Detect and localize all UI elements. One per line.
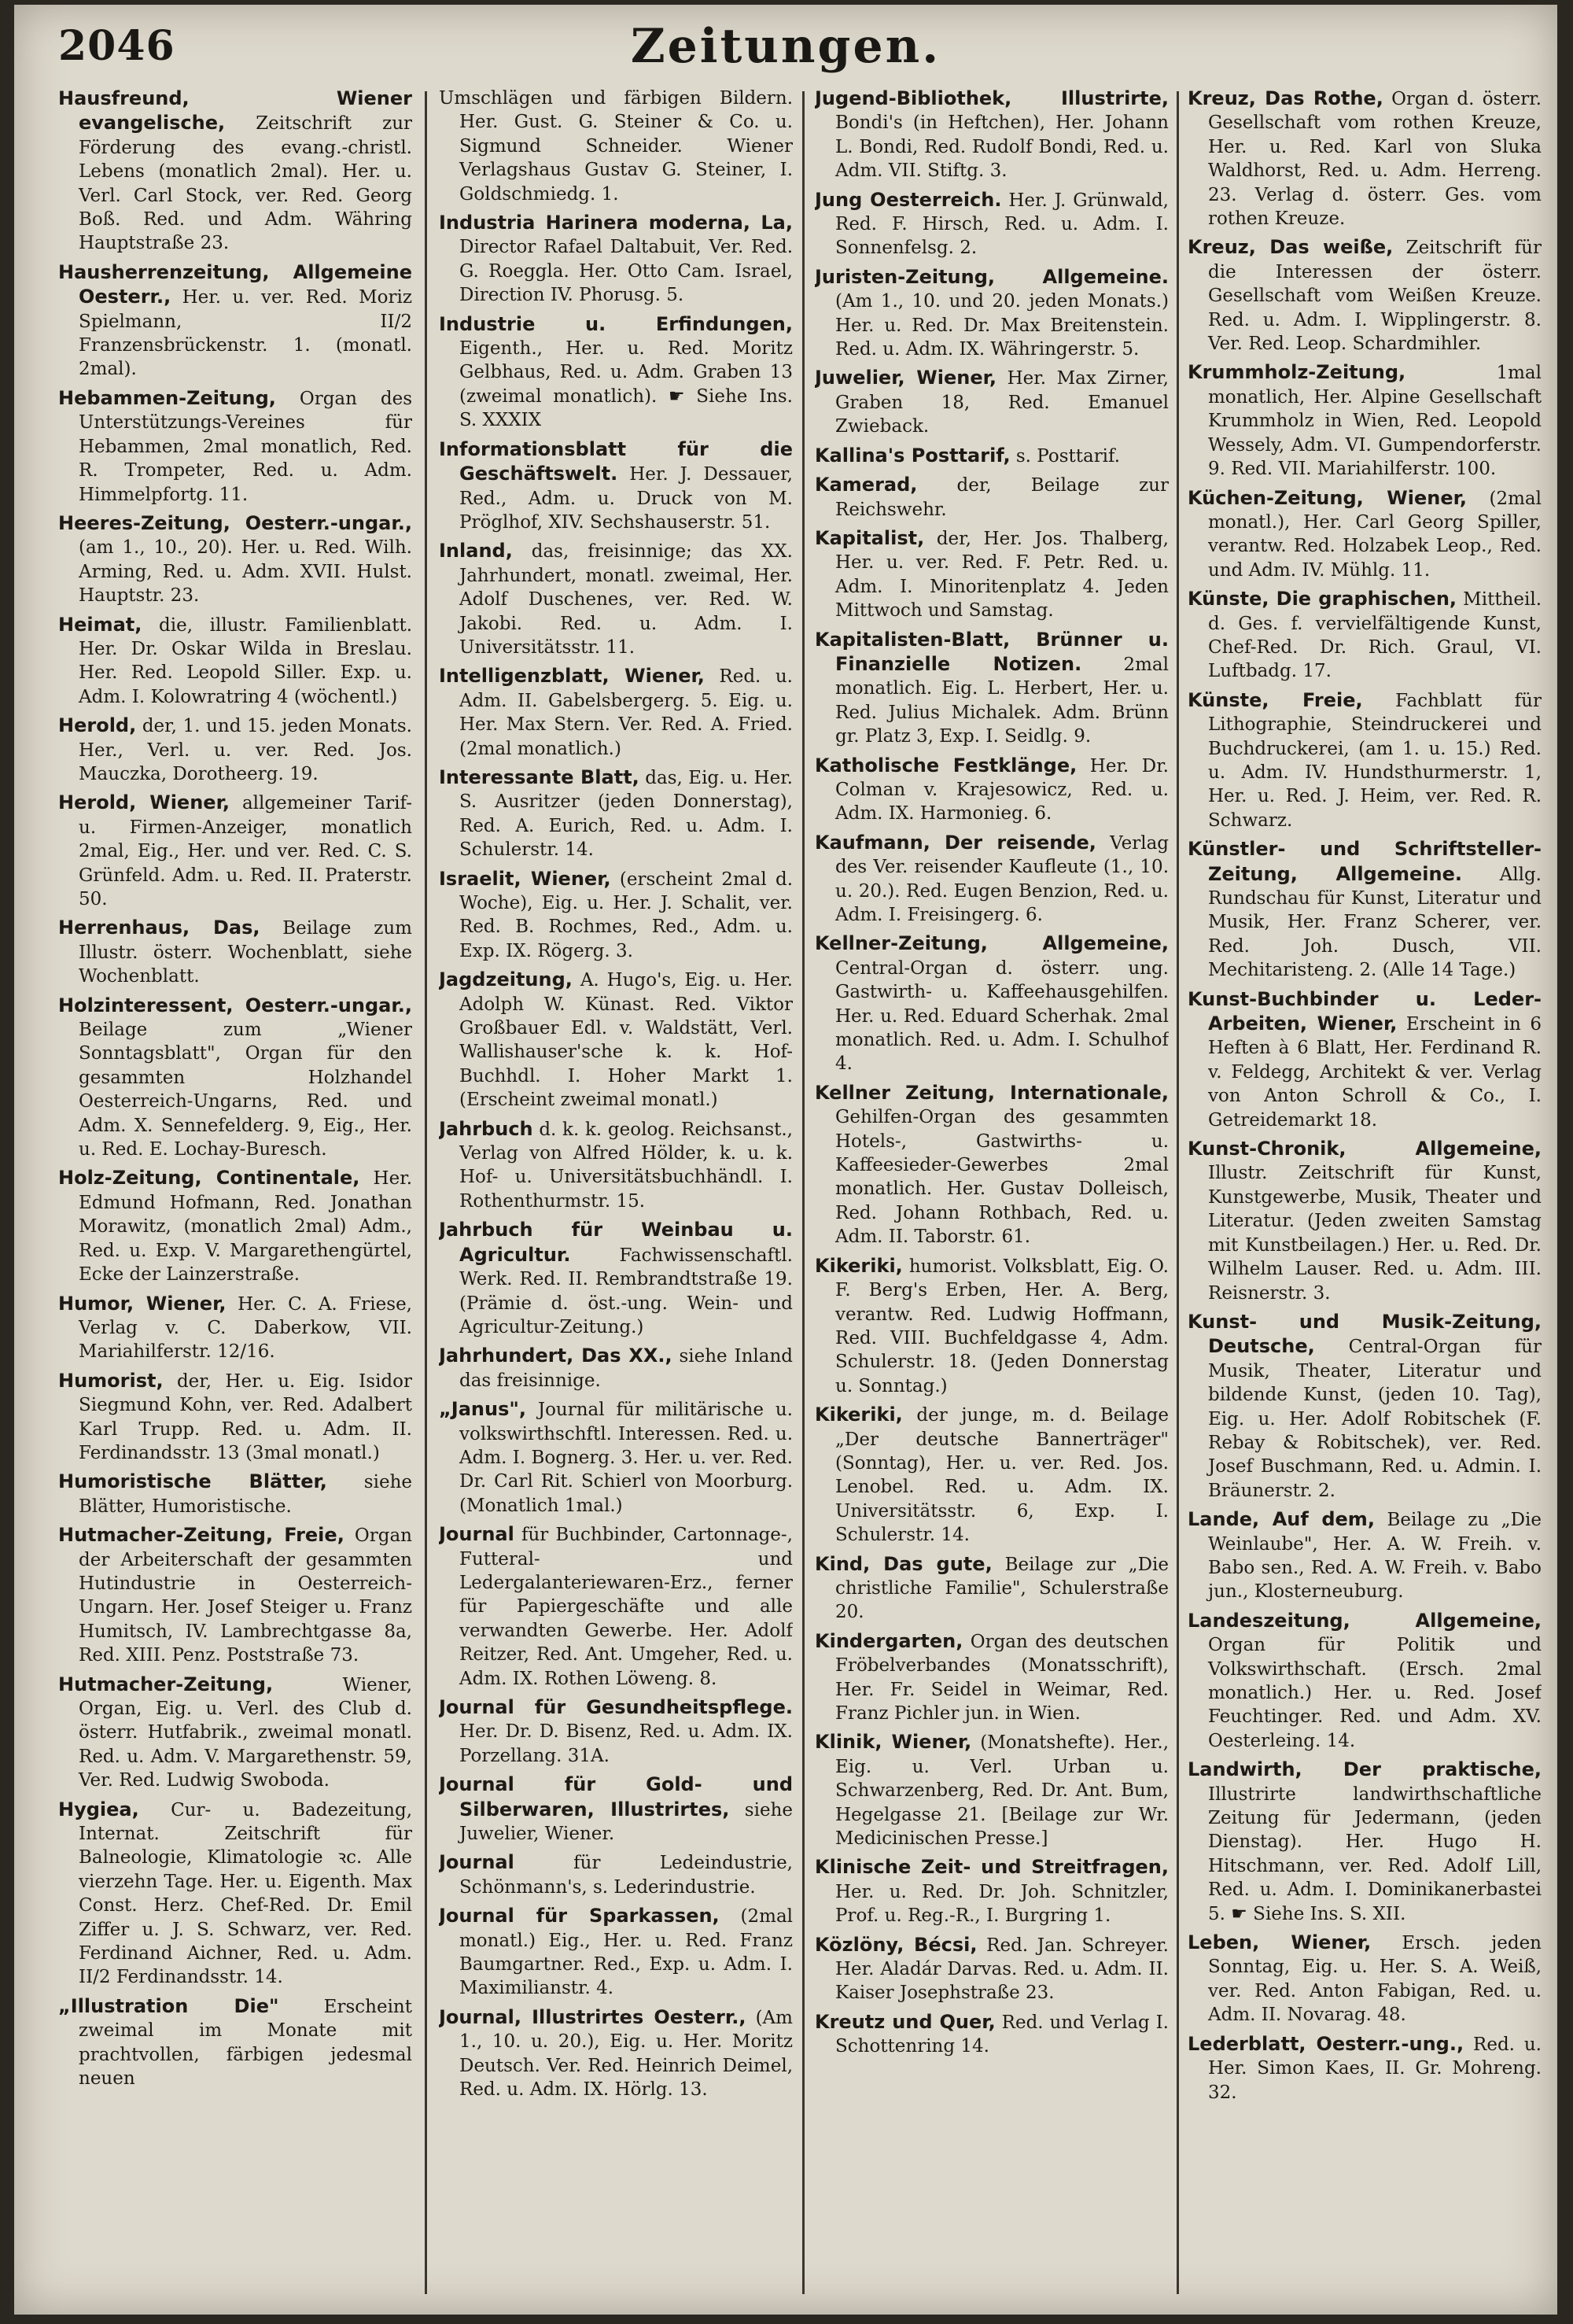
directory-entry [1188, 1609, 1542, 1753]
entry-headword: Journal [439, 1851, 514, 1874]
directory-entry [815, 526, 1169, 623]
directory-entry [58, 1523, 412, 1667]
directory-entry [58, 1369, 412, 1466]
entry-headword: Holz-Zeitung, Continentale, [58, 1167, 360, 1190]
entry-headword: Hausfreund, Wiener evangelische, [58, 87, 412, 135]
directory-entry [815, 931, 1169, 1075]
entry-text: d. k. k. geolog. Reichsanst., Verlag von Alfred Hölder, k. u. k. Hof- u. Universitätsbuchhändl. I. Rothenthurmstr. 15. [459, 1119, 793, 1212]
directory-entry [815, 188, 1169, 260]
entry-headword: Journal für Gesundheitspflege. [439, 1696, 793, 1718]
directory-entry [1188, 235, 1542, 356]
entry-headword: Kind, Das gute, [815, 1552, 993, 1575]
entry-text: 1mal monatlich, Her. Alpine Gesellschaft Krummholz in Wien, Red. Leopold Wessely, Adm. VI. Gumpendorferstr. 9. Red. VII. Mariahilferstr. 100. [1208, 363, 1542, 480]
directory-entry [815, 1855, 1169, 1927]
entry-text: das, Eig. u. Her. S. Ausritzer (jeden Donnerstag), Red. A. Eurich, Red. u. Adm. I. Schulerstr. 14. [459, 767, 793, 861]
entry-text: Zeitschrift für die Interessen der österr. Gesellschaft vom Weißen Kreuze. Red. u. Adm. I. Wipplingerstr. 8. Ver. Red. Leop. Schardmihler. [1208, 238, 1542, 355]
directory-entry [815, 87, 1169, 183]
directory-entry [815, 2010, 1169, 2059]
entry-text: (erscheint 2mal d. Woche), Eig. u. Her. J. Schalit, ver. Red. B. Rochmes, Red., Adm. u. Exp. IX. Rögerg. 3. [459, 869, 793, 961]
directory-entry [815, 1403, 1169, 1547]
directory-entry [1188, 1137, 1542, 1305]
directory-entry [1188, 688, 1542, 832]
directory-entry [439, 1117, 793, 1214]
entry-text: Her. Edmund Hofmann, Red. Jonathan Morawitz, (monatlich 2mal) Adm., Red. u. Exp. V. Margarethengürtel, Ecke der Lainzerstraße. [79, 1168, 412, 1286]
directory-entry [1188, 1310, 1542, 1503]
entry-headword: Künste, Freie, [1188, 688, 1363, 711]
directory-entry [58, 1673, 412, 1793]
page-title: Zeitungen. [630, 19, 941, 74]
entry-headword: Kreutz und Quer, [815, 2010, 996, 2033]
entry-headword: Landeszeitung, Allgemeine, [1188, 1609, 1542, 1632]
page-number: 2046 [58, 22, 175, 70]
entry-text: Beilage zum „Wiener Sonntagsblatt", Organ für den gesammten Holzhandel Oesterreich-Ungarns, Red. und Adm. X. Sennefelderg. 9, Eig., Her. u. Red. E. Lochay-Buresch. [79, 1020, 412, 1160]
directory-entry [1188, 360, 1542, 481]
entry-headword: Industrie u. Erfindungen, [439, 312, 793, 335]
entry-headword: Inland, [439, 540, 513, 563]
entry-text: (am 1., 10., 20). Her. u. Red. Wilh. Arming, Red. u. Adm. XVII. Hulst. Hauptstr. 23. [79, 537, 412, 607]
column-2 [439, 87, 793, 2289]
entry-text: humorist. Volksblatt, Eig. O. F. Berg's Erben, Her. A. Berg, verantw. Red. Ludwig Hoffmann, Red. VIII. Buchfeldgasse 4, Adm. Schulerstr. 18. (Jeden Donnerstag u. Sonntag.) [835, 1256, 1169, 1396]
directory-entry [815, 628, 1169, 749]
entry-text: für Ledeindustrie, Schönmann's, s. Lederindustrie. [459, 1853, 793, 1898]
entry-headword: Kunst-Chronik, Allgemeine, [1188, 1138, 1542, 1160]
entry-headword: Künste, Die graphischen, [1188, 588, 1457, 611]
directory-entry [815, 1629, 1169, 1726]
entry-headword: Künstler- und Schriftsteller-Zeitung, Allgemeine. [1188, 838, 1542, 885]
entry-headword: „Illustration Die" [58, 1994, 279, 2017]
entry-headword: Journal, Illustrirtes Oesterr., [439, 2005, 746, 2028]
entry-headword: Herold, [58, 714, 137, 737]
entry-text: Bondi's (in Heftchen), Her. Johann L. Bondi, Red. Rudolf Bondi, Red. u. Adm. VII. Stiftg. 3. [835, 113, 1169, 182]
entry-text: Red. und Verlag I. Schottenring 14. [835, 2012, 1169, 2057]
entry-text: Illustrirte landwirthschaftliche Zeitung für Jedermann, (jeden Dienstag). Her. Hugo H. Hitschmann, ver. Red. Adolf Lill, Red. u. Adm. I. Dominikanerbastei 5. ☛ Siehe Ins. S. XII. [1208, 1784, 1542, 1924]
entry-text: Red. u. Adm. II. Gabelsbergerg. 5. Eig. u. Her. Max Stern. Ver. Red. A. Fried. (2mal monatlich.) [459, 666, 793, 759]
entry-headword: Landwirth, Der praktische, [1188, 1758, 1542, 1781]
directory-entry [58, 1994, 412, 2091]
directory-entry [815, 831, 1169, 928]
entry-text: Red. Jan. Schreyer. Her. Aladár Darvas. Red. u. Adm. II. Kaiser Josephstraße 23. [835, 1935, 1169, 2004]
entry-text: A. Hugo's, Eig. u. Her. Adolph W. Künast. Red. Viktor Großbauer Edl. v. Waldstätt, Verl. Wallishauser'sche k. k. Hof-Buchhdl. I. Hoher Markt 1. (Erscheint zweimal monatl.) [459, 970, 793, 1111]
entry-headword: Humorist, [58, 1369, 164, 1392]
entry-text: der, Her. Jos. Thalberg, Her. u. ver. Red. F. Petr. Red. u. Adm. I. Minoritenplatz 4. Jeden Mittwoch und Samstag. [835, 528, 1169, 622]
entry-text: Beilage zu „Die Weinlaube", Her. A. W. Freih. v. Babo sen., Red. A. W. Freih. v. Babo jun., Klosterneuburg. [1208, 1510, 1542, 1603]
entry-headword: Heimat, [58, 613, 142, 636]
directory-entry [58, 613, 412, 710]
directory-entry [58, 714, 412, 786]
entry-text: das, freisinnige; das XX. Jahrhundert, monatl. zweimal, Her. Adolf Duschenes, ver. Red. W. Jakobi. Red. u. Adm. I. Universitätsstr. 11. [459, 541, 793, 658]
directory-entry [1188, 486, 1542, 583]
entry-text: der, Her. u. Eig. Isidor Siegmund Kohn, ver. Red. Adalbert Karl Trupp. Red. u. Adm. II. Ferdinandsstr. 13 (3mal monatl.) [79, 1370, 412, 1463]
entry-headword: Informationsblatt für die Geschäftswelt. [439, 437, 793, 485]
entry-text: Cur- u. Badezeitung, Internat. Zeitschrift für Balneologie, Klimatologie ꝛc. Alle vierzehn Tage. Her. u. Eigenth. Max Const. Herz. Chef-Red. Dr. Emil Ziffer u. J. S. Schwarz, ver. Red. Ferdinand Aichner, Red. u. Adm. II/2 Ferdinandsstr. 14. [79, 1799, 412, 1988]
page-header [14, 5, 1557, 80]
entry-text: s. Posttarif. [1010, 445, 1121, 467]
entry-headword: Kellner-Zeitung, Allgemeine, [815, 932, 1169, 955]
entry-headword: Lande, Auf dem, [1188, 1508, 1375, 1531]
directory-entry [815, 1730, 1169, 1850]
directory-entry [815, 754, 1169, 826]
entry-text: 2mal monatlich. Eig. L. Herbert, Her. u. Red. Julius Michalek. Adm. Brünn gr. Platz 3, Exp. I. Seidlg. 9. [835, 654, 1169, 747]
entry-headword: Journal [439, 1523, 514, 1546]
entry-headword: Hutmacher-Zeitung, [58, 1673, 274, 1695]
directory-entry [439, 312, 793, 433]
entry-text: siehe Blätter, Humoristische. [79, 1472, 412, 1517]
entry-headword: Jahrbuch [439, 1117, 533, 1140]
entry-headword: Kamerad, [815, 474, 918, 496]
entry-headword: Kellner Zeitung, Internationale, [815, 1081, 1169, 1104]
entry-headword: Kunst- und Musik-Zeitung, Deutsche, [1188, 1310, 1542, 1358]
directory-entry [439, 765, 793, 862]
directory-entry [1188, 837, 1542, 982]
entry-headword: Kapitalist, [815, 526, 925, 549]
directory-entry [815, 265, 1169, 362]
entry-headword: Hygiea, [58, 1798, 139, 1820]
directory-page [14, 5, 1557, 2315]
entry-text: Allg. Rundschau für Kunst, Literatur und Musik, Her. Franz Scherer, ver. Red. Joh. Dusch, VII. Mechitaristeng. 2. (Alle 14 Tage.) [1208, 864, 1542, 981]
directory-entry [815, 1933, 1169, 2005]
entry-headword: Kreuz, Das Rothe, [1188, 87, 1383, 109]
directory-entry [1188, 1507, 1542, 1604]
entry-headword: Kapitalisten-Blatt, Brünner u. Finanzielle Notizen. [815, 628, 1169, 675]
entry-headword: Katholische Festklänge, [815, 754, 1078, 777]
entry-headword: Küchen-Zeitung, Wiener, [1188, 486, 1468, 509]
entry-headword: Journal für Sparkassen, [439, 1905, 720, 1927]
entry-headword: Humor, Wiener, [58, 1292, 227, 1315]
entry-headword: Lederblatt, Oesterr.-ung., [1188, 2032, 1464, 2055]
directory-entry [58, 994, 412, 1162]
directory-entry [439, 867, 793, 964]
entry-text: Journal für militärische u. volkswirthschftl. Interessen. Red. u. Adm. I. Bognerg. 3. Her. u. ver. Red. Dr. Carl Rit. Schierl von Moorburg. (Monatlich 1mal.) [459, 1400, 793, 1516]
entry-headword: Juwelier, Wiener, [815, 367, 997, 389]
entry-headword: Klinische Zeit- und Streitfragen, [815, 1856, 1169, 1879]
directory-entry [439, 1522, 793, 1691]
entry-headword: Herrenhaus, Das, [58, 917, 260, 939]
entry-headword: Holzinteressent, Oesterr.-ungar., [58, 994, 412, 1016]
directory-entry [439, 211, 793, 308]
entry-text: Her. u. ver. Red. Moriz Spielmann, II/2 Franzensbrückenstr. 1. (monatl. 2mal). [79, 287, 412, 380]
directory-entry [58, 916, 412, 988]
directory-entry [58, 1470, 412, 1518]
column-4 [1188, 87, 1542, 2289]
entry-text: allgemeiner Tarif- u. Firmen-Anzeiger, monatlich 2mal, Eig., Her. und ver. Red. C. S. Grünfeld. Adm. u. Red. II. Praterstr. 50. [79, 793, 412, 909]
entry-headword: Humoristische Blätter, [58, 1470, 327, 1493]
directory-entry [439, 437, 793, 535]
entry-headword: Kallina's Posttarif, [815, 444, 1011, 467]
directory-entry [815, 1081, 1169, 1249]
entry-text: der, Beilage zur Reichswehr. [835, 475, 1169, 520]
entry-text: Central-Organ d. österr. ung. Gastwirth- u. Kaffeehausgehilfen. Her. u. Red. Eduard Scherhak. 2mal monatlich. Red. u. Adm. I. Schulhof 4. [835, 957, 1169, 1075]
entry-headword: Jahrbuch für Weinbau u. Agricultur. [439, 1219, 793, 1266]
directory-entry [58, 1292, 412, 1364]
entry-headword: Hausherrenzeitung, Allgemeine Oesterr., [58, 260, 412, 308]
entry-text: Umschlägen und färbigen Bildern. Her. Gust. G. Steiner & Co. u. Sigmund Schneider. Wiener Verlagshaus Gustav G. Steiner, I. Goldschmiedg. 1. [439, 88, 793, 205]
directory-entry [439, 2005, 793, 2102]
entry-headword: Herold, Wiener, [58, 791, 230, 814]
entry-text: (Am 1., 10. u. 20.), Eig. u. Her. Moritz Deutsch. Ver. Red. Heinrich Deimel, Red. u. Adm. IX. Hörlg. 13. [459, 2007, 793, 2101]
directory-entry [58, 511, 412, 608]
directory-entry [1188, 587, 1542, 684]
entry-text: (Am 1., 10. und 20. jeden Monats.) Her. u. Red. Dr. Max Breitenstein. Red. u. Adm. IX. Währingerstr. 5. [835, 291, 1169, 360]
directory-entry [439, 1397, 793, 1518]
entry-text: Organ des deutschen Fröbelverbandes (Monatsschrift), Her. Fr. Seidel in Weimar, Red. Franz Pichler jun. in Wien. [835, 1631, 1169, 1724]
entry-text: Erscheint zweimal im Monate mit prachtvollen, färbigen jedesmal neuen [79, 1996, 412, 2090]
entry-headword: Krummholz-Zeitung, [1188, 361, 1406, 384]
entry-headword: Interessante Blatt, [439, 765, 639, 788]
entry-headword: Hutmacher-Zeitung, Freie, [58, 1524, 344, 1547]
directory-entry [815, 1254, 1169, 1398]
directory-entry [439, 87, 793, 206]
column-3 [815, 87, 1169, 2289]
directory-entry [815, 473, 1169, 522]
entry-headword: Heeres-Zeitung, Oesterr.-ungar., [58, 511, 412, 534]
entry-headword: Intelligenzblatt, Wiener, [439, 665, 705, 688]
directory-entry [439, 968, 793, 1112]
entry-text: für Buchbinder, Cartonnage-, Futteral- und Ledergalanteriewaren-Erz., ferner für Papiergeschäfte und alle verwandten Gewerbe. Her. Adolf Reitzer, Red. Ant. Umgeher, Red. u. Adm. IX. Rothen Löweng. 8. [459, 1525, 793, 1689]
entry-headword: Juristen-Zeitung, Allgemeine. [815, 265, 1169, 288]
directory-entry [815, 444, 1169, 468]
directory-entry [1188, 1758, 1542, 1926]
directory-entry [439, 1850, 793, 1899]
entry-headword: Kreuz, Das weiße, [1188, 236, 1394, 259]
entry-text: Red. u. Her. Simon Kaes, II. Gr. Mohreng. 32. [1208, 2034, 1542, 2103]
column-divider [802, 91, 805, 2294]
entry-text: Wiener, Organ, Eig. u. Verl. des Club d. österr. Hutfabrik., zweimal monatl. Red. u. Adm. V. Margarethenstr. 59, Ver. Red. Ludwig Swoboda. [79, 1674, 412, 1791]
directory-entry [439, 1344, 793, 1393]
entry-text: (Monatshefte). Her., Eig. u. Verl. Urban u. Schwarzenberg, Red. Dr. Ant. Bum, Hegelgasse 21. [Beilage zur Wr. Medicinischen Presse.] [835, 1732, 1169, 1850]
entry-text: Gehilfen-Organ des gesammten Hotels-, Gastwirths- u. Kaffeesieder-Gewerbes 2mal monatlich. Her. Gustav Dolleisch, Red. Johann Rothbach, Red. u. Adm. II. Taborstr. 61. [835, 1107, 1169, 1248]
entry-text: (2mal monatl.), Her. Carl Georg Spiller, verantw. Red. Holzabek Leop., Red. und Adm. IV. Mühlg. 11. [1208, 488, 1542, 581]
entry-text: Her. C. A. Friese, Verlag v. C. Daberkow, VII. Mariahilferstr. 12/16. [79, 1293, 412, 1363]
entry-headword: Kikeriki, [815, 1404, 903, 1426]
entry-text: Organ der Arbeiterschaft der gesammten Hutindustrie in Oesterreich-Ungarn. Her. Josef Steiger u. Franz Humitsch, IV. Lambrechtgasse 8a, Red. XIII. Penz. Poststraße 73. [79, 1525, 412, 1666]
entry-headword: Jung Oesterreich. [815, 188, 1002, 211]
directory-entry [1188, 1931, 1542, 2027]
column-divider [425, 91, 427, 2294]
entry-text: Her. J. Grünwald, Red. F. Hirsch, Red. u. Adm. I. Sonnenfelsg. 2. [835, 190, 1169, 259]
entry-text: Central-Organ für Musik, Theater, Literatur und bildende Kunst, (jeden 10. Tag), Eig. u. Her. Adolf Robitschek (F. Rebay & Robitschek), ver. Red. Josef Buschmann, Red. u. Admin. I. Bräunerstr. 2. [1208, 1337, 1542, 1501]
entry-text: Mittheil. d. Ges. f. vervielfältigende Kunst, Chef-Red. Dr. Rich. Graul, VI. Luftbadg. 17. [1208, 589, 1542, 682]
directory-entry [1188, 87, 1542, 231]
directory-entry [439, 1773, 793, 1846]
entry-text: Director Rafael Daltabuit, Ver. Red. G. Roeggla. Her. Otto Cam. Israel, Direction IV. Phorusg. 5. [459, 237, 793, 306]
entry-text: Her. Dr. Colman v. Krajesowicz, Red. u. Adm. IX. Harmonieg. 6. [835, 755, 1169, 824]
entry-text: Fachwissenschaftl. Werk. Red. II. Rembrandtstraße 19. (Prämie d. öst.-ung. Wein- und Agricultur-Zeitung.) [459, 1245, 793, 1337]
entry-headword: Jagdzeitung, [439, 968, 573, 991]
directory-entry [58, 791, 412, 911]
entry-text: Zeitschrift zur Förderung des evang.-christl. Lebens (monatlich 2mal). Her. u. Verl. Carl Stock, ver. Red. Georg Boß. Red. und Adm. Währing Hauptstraße 23. [79, 113, 412, 254]
entry-headword: Kaufmann, Der reisende, [815, 831, 1096, 854]
entry-text: Organ für Politik und Volkswirthschaft. (Ersch. 2mal monatlich.) Her. u. Red. Josef Feuchtinger. Red. und Adm. XV. Oesterleing. 14. [1208, 1635, 1542, 1751]
entry-headword: Hebammen-Zeitung, [58, 386, 276, 409]
entry-text: Eigenth., Her. u. Red. Moritz Gelbhaus, Red. u. Adm. Graben 13 (zweimal monatlich). ☛ Siehe Ins. S. XXXIX [459, 338, 793, 431]
entry-headword: Journal für Gold- und Silberwaren, Illustrirtes, [439, 1773, 793, 1820]
directory-entry [815, 366, 1169, 438]
entry-text: siehe Inland das freisinnige. [459, 1346, 793, 1391]
directory-entry [439, 1904, 793, 2001]
directory-entry [58, 1166, 412, 1286]
directory-entry [439, 539, 793, 659]
entry-text: Beilage zur „Die christliche Familie", Schulerstraße 20. [835, 1554, 1169, 1623]
entry-text: Illustr. Zeitschrift für Kunst, Kunstgewerbe, Musik, Theater und Literatur. (Jeden zweiten Samstag mit Kunstbeilagen.) Her. u. Red. Dr. Wilhelm Lauser. Red. u. Adm. III. Reisnerstr. 3. [1208, 1163, 1542, 1304]
entry-headword: Kindergarten, [815, 1629, 963, 1652]
entry-headword: Közlöny, Bécsi, [815, 1933, 978, 1956]
directory-entry [815, 1552, 1169, 1625]
column-1 [58, 87, 412, 2289]
entry-text: siehe Juwelier, Wiener. [459, 1799, 793, 1845]
entry-text: Ersch. jeden Sonntag, Eig. u. Her. S. A. Weiß, ver. Red. Anton Fabigan, Red. u. Adm. II. Novarag. 48. [1208, 1933, 1542, 2026]
entry-text: Erscheint in 6 Heften à 6 Blatt, Her. Ferdinand R. v. Feldegg, Architekt & ver. Verlag von Anton Schroll & Co., I. Getreidemarkt 18. [1208, 1014, 1542, 1131]
entry-headword: Kikeriki, [815, 1254, 903, 1277]
entry-text: der junge, m. d. Beilage „Der deutsche Bannerträger" (Sonntag), Her. u. ver. Red. Jos. Lenobel. Red. u. Adm. IX. Universitätsstr. 6, Exp. I. Schulerstr. 14. [835, 1405, 1169, 1546]
entry-headword: „Janus", [439, 1398, 526, 1421]
directory-entry [439, 664, 793, 761]
entry-text: Her. J. Dessauer, Red., Adm. u. Druck von M. Pröglhof, XIV. Sechshauserstr. 51. [459, 464, 793, 533]
directory-entry [439, 1695, 793, 1768]
directory-entry [1188, 2032, 1542, 2105]
column-divider [1177, 91, 1179, 2294]
entry-text: Organ d. österr. Gesellschaft vom rothen Kreuze, Her. u. Red. Karl von Sluka Waldhorst, Red. u. Adm. Herreng. 23. Verlag d. österr. Ges. vom rothen Kreuze. [1208, 89, 1542, 230]
directory-entry [58, 260, 412, 382]
entry-text: Her. Dr. D. Bisenz, Red. u. Adm. IX. Porzellang. 31A. [459, 1721, 793, 1766]
entry-text: Her. Max Zirner, Graben 18, Red. Emanuel Zwieback. [835, 368, 1169, 437]
entry-headword: Jugend-Bibliothek, Illustrirte, [815, 87, 1169, 109]
entry-headword: Kunst-Buchbinder u. Leder-Arbeiten, Wiener, [1188, 987, 1542, 1035]
entry-headword: Klinik, Wiener, [815, 1731, 972, 1754]
entry-headword: Jahrhundert, Das XX., [439, 1345, 672, 1367]
directory-entry [439, 1218, 793, 1339]
entry-text: Beilage zum Illustr. österr. Wochenblatt, siehe Wochenblatt. [79, 918, 412, 987]
directory-entry [58, 1798, 412, 1990]
entry-headword: Leben, Wiener, [1188, 1931, 1372, 1954]
entry-headword: Israelit, Wiener, [439, 867, 611, 890]
entry-text: die, illustr. Familienblatt. Her. Dr. Oskar Wilda in Breslau. Her. Red. Leopold Siller. Exp. u. Adm. I. Kolowratring 4 (wöchentl.) [79, 614, 412, 707]
directory-entry [1188, 987, 1542, 1132]
entry-text: Fachblatt für Lithographie, Steindruckerei und Buchdruckerei, (am 1. u. 15.) Red. u. Adm. IV. Hundsthurmerstr. 1, Her. u. Red. J. Heim, ver. Red. R. Schwarz. [1208, 690, 1542, 831]
directory-entry [58, 87, 412, 256]
entry-text: Her. u. Red. Dr. Joh. Schnitzler, Prof. u. Reg.-R., I. Burgring 1. [835, 1881, 1169, 1927]
entry-text: (2mal monatl.) Eig., Her. u. Red. Franz Baumgartner. Red., Exp. u. Adm. I. Maximilianstr. 4. [459, 1906, 793, 1999]
entry-text: der, 1. und 15. jeden Monats. Her., Verl. u. ver. Red. Jos. Mauczka, Dorotheerg. 19. [79, 716, 412, 784]
entry-text: Organ des Unterstützungs-Vereines für Hebammen, 2mal monatlich, Red. R. Trompeter, Red. u. Adm. Himmelpfortg. 11. [79, 388, 412, 505]
entry-text: Verlag des Ver. reisender Kaufleute (1., 10. u. 20.). Red. Eugen Benzion, Red. u. Adm. I. Freisingerg. 6. [835, 832, 1169, 925]
entry-headword: Industria Harinera moderna, La, [439, 212, 793, 234]
directory-entry [58, 386, 412, 507]
